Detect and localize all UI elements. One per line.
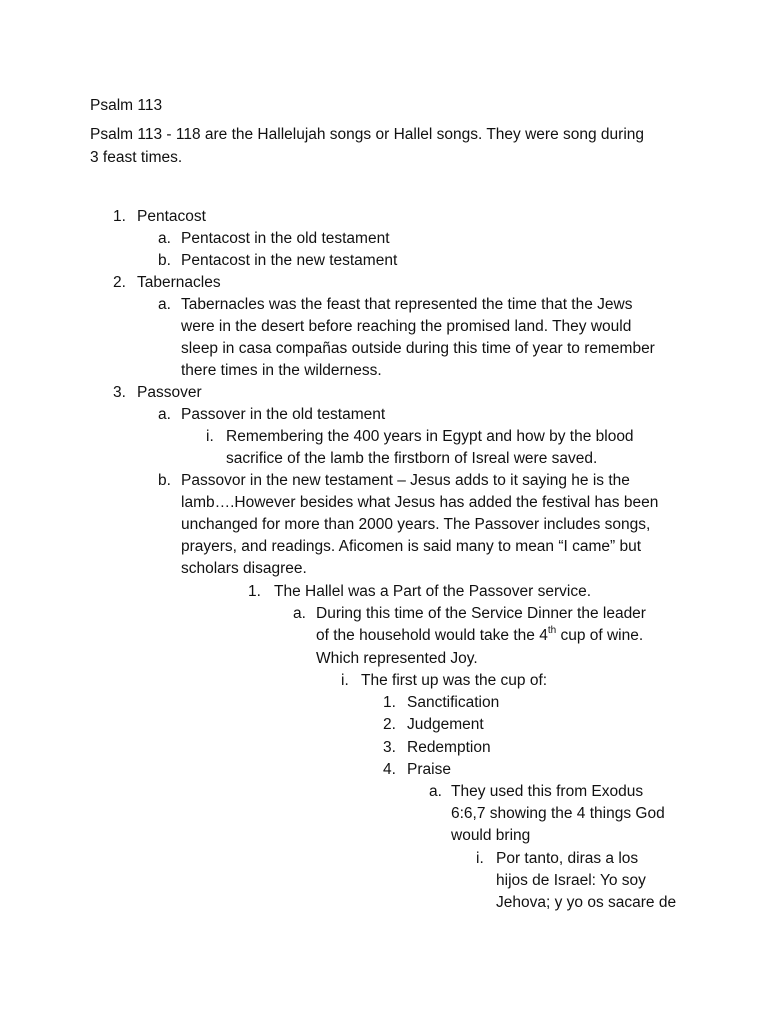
list-item: Judgement — [407, 716, 484, 733]
paragraph-line: Passovor in the new testament – Jesus adds to it saying he is the — [181, 472, 630, 489]
list-number: 2. — [113, 274, 126, 291]
list-number: 3. — [113, 384, 126, 401]
intro-line: Psalm 113 - 118 are the Hallelujah songs or Hallel songs. They were song during — [90, 126, 645, 143]
list-item: Sanctification — [407, 694, 500, 711]
list-item: Praise — [407, 761, 451, 778]
list-number: 2. — [383, 716, 396, 733]
paragraph-line: lamb….However besides what Jesus has added the festival has been — [181, 494, 659, 511]
list-item-hallel: The Hallel was a Part of the Passover service. — [274, 583, 592, 600]
list-number: 4. — [383, 761, 396, 778]
paragraph-line: 6:6,7 showing the 4 things God — [451, 805, 665, 822]
list-item-tabernacles: Tabernacles — [137, 274, 221, 291]
intro-line: 3 feast times. — [90, 149, 183, 166]
list-number: 3. — [383, 739, 396, 756]
line-text: cup of wine. — [556, 627, 644, 644]
list-letter: b. — [158, 472, 171, 489]
paragraph-line — [316, 625, 643, 647]
list-letter: a. — [158, 406, 171, 423]
paragraph-line: sacrifice of the lamb the firstborn of Isreal were saved. — [226, 450, 598, 467]
list-item: Pentacost in the new testament — [181, 252, 398, 269]
paragraph-line: were in the desert before reaching the promised land. They would — [181, 318, 632, 335]
superscript: th — [547, 624, 557, 636]
list-item: Pentacost in the old testament — [181, 230, 390, 247]
list-letter: a. — [429, 783, 442, 800]
paragraph-line: They used this from Exodus — [451, 783, 644, 800]
paragraph-line: hijos de Israel: Yo soy — [496, 872, 646, 889]
paragraph-line: sleep in casa compañas outside during this time of year to remember — [181, 340, 655, 357]
list-roman: i. — [476, 850, 484, 867]
document-title: Psalm 113 — [90, 97, 163, 114]
list-item-pentacost: Pentacost — [137, 208, 206, 225]
list-roman: i. — [341, 672, 349, 689]
paragraph-line: scholars disagree. — [181, 560, 307, 577]
list-letter: a. — [158, 230, 171, 247]
list-item-passover: Passover — [137, 384, 202, 401]
paragraph-line: unchanged for more than 2000 years. The Passover includes songs, — [181, 516, 651, 533]
paragraph-line: prayers, and readings. Aficomen is said many to mean “I came” but — [181, 538, 642, 555]
paragraph-line: Por tanto, diras a los — [496, 850, 639, 867]
paragraph-line: there times in the wilderness. — [181, 362, 382, 379]
list-item: Passover in the old testament — [181, 406, 386, 423]
list-item: Redemption — [407, 739, 491, 756]
paragraph-line: Remembering the 400 years in Egypt and how by the blood — [226, 428, 634, 445]
list-letter: a. — [293, 605, 306, 622]
line-text: of the household would take the 4 — [316, 627, 548, 644]
list-number: 1. — [383, 694, 396, 711]
list-item: The first up was the cup of: — [361, 672, 548, 689]
list-letter: b. — [158, 252, 171, 269]
paragraph-line: Jehova; y yo os sacare de — [496, 894, 677, 911]
paragraph-line: During this time of the Service Dinner the leader — [316, 605, 646, 622]
paragraph-line: Tabernacles was the feast that represented the time that the Jews — [181, 296, 633, 313]
list-number: 1. — [248, 583, 261, 600]
list-number: 1. — [113, 208, 126, 225]
paragraph-line: Which represented Joy. — [316, 650, 478, 667]
paragraph-line: would bring — [451, 827, 531, 844]
list-roman: i. — [206, 428, 214, 445]
list-letter: a. — [158, 296, 171, 313]
